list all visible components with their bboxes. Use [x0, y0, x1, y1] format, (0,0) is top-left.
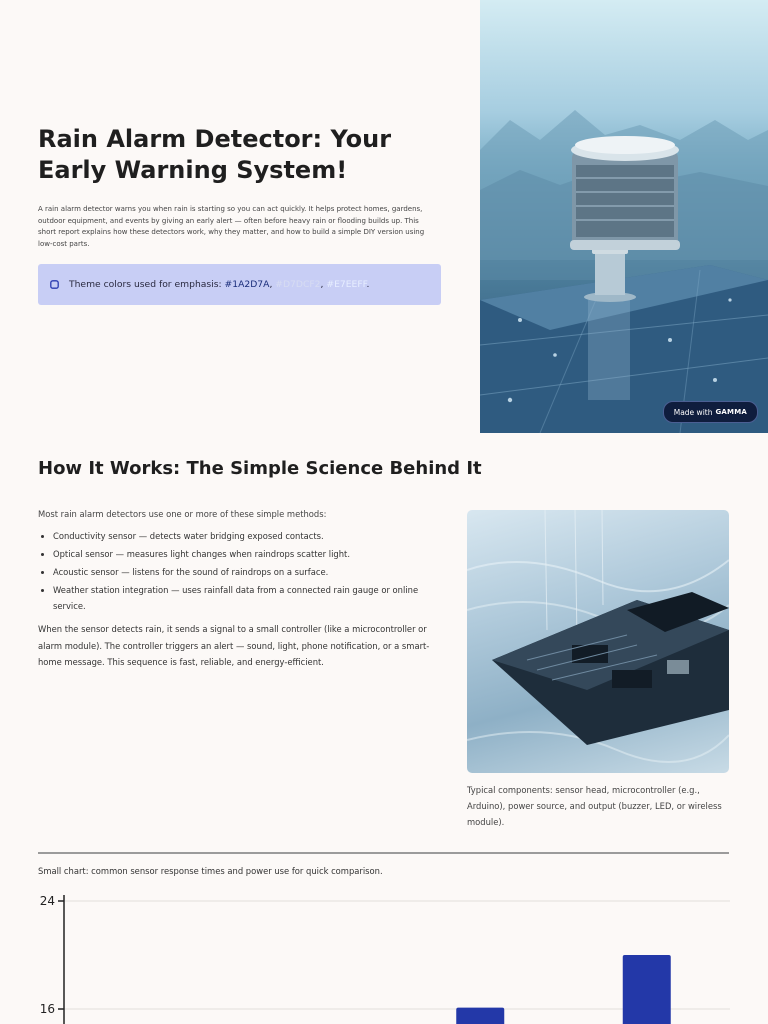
intro-paragraph: A rain alarm detector warns you when rain is starting so you can act quickly. It helps protect homes, gardens, outdoor equipment, and events by giving an early alert — often before heavy rain or flooding builds up. This short report explains how these detectors work, why they matter, and how to build a simple DIY version using low-cost parts. [38, 205, 425, 248]
section-title-how-it-works: How It Works: The Simple Science Behind It [38, 458, 482, 479]
hero-section [0, 0, 768, 433]
theme-color-3: #E7EEFF [326, 279, 367, 290]
callout-prefix: Theme colors used for emphasis: [69, 279, 225, 290]
y-tick-label: 24 [39, 894, 55, 908]
chart-bar [456, 1008, 504, 1024]
section-divider [38, 852, 729, 854]
page-title: Rain Alarm Detector: Your Early Warning System! [38, 125, 392, 184]
circuit-board-image [467, 510, 729, 773]
theme-color-1: #1A2D7A [224, 279, 270, 290]
callout-text [69, 279, 369, 290]
methods-list [38, 529, 438, 614]
image-caption: Typical components: sensor head, microcontroller (e.g., Arduino), power source, and output (buzzer, LED, or wireless module). [467, 785, 722, 827]
hero-text [38, 124, 442, 250]
list-item: • Conductivity sensor — detects water bridging exposed contacts. [53, 529, 438, 545]
list-item: • Acoustic sensor — listens for the sound of raindrops on a surface. [53, 565, 438, 581]
methods-lead: Most rain alarm detectors use one or more of these simple methods: [38, 509, 327, 519]
badge-prefix: Made with [673, 407, 713, 417]
theme-colors-callout [38, 264, 441, 305]
chart-bar [623, 955, 671, 1024]
callout-suffix: . [366, 279, 370, 290]
how-it-works-paragraph: When the sensor detects rain, it sends a signal to a small controller (like a microcontroller or alarm module). The controller triggers an alert — sound, light, phone notification, or a smart-home message. This sequence is fast, reliable, and energy-efficient. [38, 624, 430, 667]
gamma-logo: GAMMA [715, 408, 747, 416]
list-item: • Optical sensor — measures light changes when raindrops scatter light. [53, 547, 438, 563]
note-icon [50, 280, 59, 289]
rain-sensor-image [480, 0, 768, 433]
y-tick-label: 16 [39, 1002, 55, 1016]
list-item: • Weather station integration — uses rainfall data from a connected rain gauge or online service. [53, 583, 438, 614]
how-it-works-text [38, 508, 438, 671]
theme-color-2: #D7DCF2 [275, 279, 321, 290]
callout-sep-2: , [320, 279, 327, 290]
made-with-gamma-badge[interactable] [663, 401, 758, 423]
chart-svg [30, 885, 735, 1024]
callout-sep-1: , [269, 279, 276, 290]
chart-note: Small chart: common sensor response times and power use for quick comparison. [38, 866, 383, 876]
sensor-comparison-chart [30, 885, 735, 1024]
